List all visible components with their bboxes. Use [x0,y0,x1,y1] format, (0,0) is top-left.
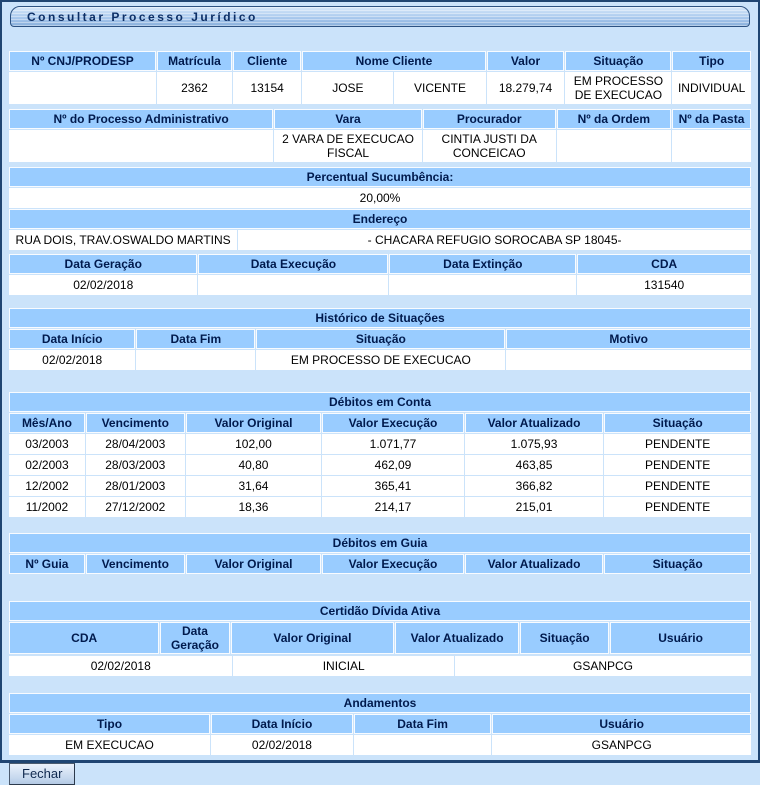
table-row [9,188,751,208]
col-header-valor-atualizado: Valor Atualizado [395,622,519,654]
cell-certidao-data: 02/02/2018 [9,656,232,676]
table-row [9,656,751,676]
table-row [9,275,751,295]
table-row [9,434,751,454]
col-header-valor-atualizado: Valor Atualizado [465,413,604,433]
cell-valor-atualizado: 215,01 [465,497,604,517]
cell-cliente: 13154 [233,72,301,104]
process-summary-table [8,50,752,105]
col-header-situacao: Situação [256,329,505,349]
col-header-valor-execucao: Valor Execução [322,413,464,433]
section-title-percentual-sucumbencia: Percentual Sucumbência: [9,167,751,187]
col-header-cliente: Cliente [233,51,301,71]
footer-actions [8,763,752,785]
col-header-num-pasta: Nº da Pasta [672,109,751,129]
cell-percentual-sucumbencia: 20,00% [9,188,751,208]
table-row [9,350,751,370]
cell-num-ordem [557,130,671,162]
cell-mes-ano: 02/2003 [9,455,85,475]
cell-andamento-data-fim [354,735,491,755]
cell-data-execucao [198,275,388,295]
col-header-valor-original: Valor Original [186,413,322,433]
andamentos-table [8,692,752,756]
col-header-procurador: Procurador [423,109,556,129]
col-header-motivo: Motivo [506,329,751,349]
cell-procurador: CINTIA JUSTI DA CONCEICAO [423,130,556,162]
col-header-num-ordem: Nº da Ordem [557,109,671,129]
table-row [9,476,751,496]
cell-motivo [506,350,751,370]
col-header-situacao: Situação [520,622,609,654]
col-header-valor-original: Valor Original [186,554,322,574]
cell-valor-execucao: 365,41 [322,476,464,496]
cell-data-inicio: 02/02/2018 [9,350,135,370]
col-header-usuario: Usuário [610,622,751,654]
certidao-divida-ativa-row [8,655,752,677]
cell-certidao-usuario: GSANPCG [455,656,751,676]
cell-data-fim [136,350,255,370]
section-title-historico-situacoes: Histórico de Situações [9,308,751,328]
col-header-cnj-prodesp: Nº CNJ/PRODESP [9,51,156,71]
col-header-usuario: Usuário [492,714,751,734]
cell-mes-ano: 12/2002 [9,476,85,496]
table-row [9,130,751,162]
cell-situacao: EM PROCESSO DE EXECUCAO [256,350,505,370]
col-header-situacao: Situação [604,554,751,574]
datas-cda-table [8,253,752,296]
col-header-cda: CDA [577,254,751,274]
table-row [9,72,751,104]
col-header-data-inicio: Data Início [9,329,135,349]
col-header-valor: Valor [487,51,565,71]
col-header-data-geracao: Data Geração [9,254,197,274]
cell-valor: 18.279,74 [487,72,565,104]
certidao-divida-ativa-table [8,600,752,655]
col-header-data-fim: Data Fim [136,329,255,349]
cell-data-geracao: 02/02/2018 [9,275,197,295]
section-title-andamentos: Andamentos [9,693,751,713]
table-row [9,735,751,755]
cell-tipo: INDIVIDUAL [672,72,751,104]
processo-administrativo-table [8,108,752,163]
cell-mes-ano: 11/2002 [9,497,85,517]
cell-vencimento: 28/04/2003 [86,434,185,454]
cell-vencimento: 27/12/2002 [86,497,185,517]
section-title-debitos-guia: Débitos em Guia [9,533,751,553]
col-header-situacao: Situação [604,413,751,433]
cell-valor-execucao: 462,09 [322,455,464,475]
cell-situacao: PENDENTE [604,434,751,454]
cell-valor-original: 18,36 [186,497,322,517]
col-header-data-extincao: Data Extinção [389,254,576,274]
col-header-valor-original: Valor Original [231,622,395,654]
cell-valor-original: 31,64 [186,476,322,496]
table-row [9,455,751,475]
window-title-bar [10,6,750,27]
cell-endereco-complemento: - CHACARA REFUGIO SOROCABA SP 18045- [238,230,751,250]
cell-num-pasta [672,130,751,162]
col-header-vara: Vara [274,109,422,129]
historico-situacoes-table [8,307,752,371]
cell-situacao: EM PROCESSO DE EXECUCAO [565,72,671,104]
cell-valor-atualizado: 366,82 [465,476,604,496]
col-header-valor-execucao: Valor Execução [322,554,464,574]
cell-valor-execucao: 214,17 [322,497,464,517]
cell-cnj-prodesp [9,72,156,104]
cell-valor-atualizado: 1.075,93 [465,434,604,454]
debitos-conta-table [8,391,752,518]
cell-cda: 131540 [577,275,751,295]
cell-nome-cliente-2: VICENTE [394,72,485,104]
cell-processo-administrativo [9,130,273,162]
cell-valor-original: 102,00 [186,434,322,454]
col-header-valor-atualizado: Valor Atualizado [465,554,604,574]
cell-situacao: PENDENTE [604,476,751,496]
col-header-data-fim: Data Fim [354,714,491,734]
cell-data-extincao [389,275,576,295]
debitos-guia-table [8,532,752,575]
col-header-nome-cliente: Nome Cliente [302,51,485,71]
cell-andamento-data-inicio: 02/02/2018 [211,735,353,755]
cell-mes-ano: 03/2003 [9,434,85,454]
col-header-data-execucao: Data Execução [198,254,388,274]
col-header-processo-administrativo: Nº do Processo Administrativo [9,109,273,129]
fechar-button[interactable]: Fechar [9,763,75,785]
section-title-endereco: Endereço [9,209,751,229]
cell-andamento-tipo: EM EXECUCAO [9,735,210,755]
cell-matricula: 2362 [157,72,232,104]
cell-valor-atualizado: 463,85 [465,455,604,475]
cell-andamento-usuario: GSANPCG [492,735,751,755]
col-header-tipo: Tipo [672,51,751,71]
cell-endereco-logradouro: RUA DOIS, TRAV.OSWALDO MARTINS [9,230,237,250]
cell-situacao: PENDENTE [604,497,751,517]
col-header-tipo: Tipo [9,714,210,734]
col-header-num-guia: Nº Guia [9,554,85,574]
section-title-debitos-conta: Débitos em Conta [9,392,751,412]
cell-vencimento: 28/03/2003 [86,455,185,475]
cell-valor-execucao: 1.071,77 [322,434,464,454]
col-header-cda: CDA [9,622,159,654]
col-header-vencimento: Vencimento [86,554,185,574]
cell-valor-original: 40,80 [186,455,322,475]
col-header-mes-ano: Mês/Ano [9,413,85,433]
table-row [9,497,751,517]
cell-vara: 2 VARA DE EXECUCAO FISCAL [274,130,422,162]
sucumbencia-endereco-table [8,166,752,251]
cell-nome-cliente-1: JOSE [302,72,393,104]
col-header-data-geracao: Data Geração [160,622,229,654]
page-title: Consultar Processo Jurídico [27,10,258,24]
cell-vencimento: 28/01/2003 [86,476,185,496]
section-title-certidao-divida-ativa: Certidão Dívida Ativa [9,601,751,621]
table-row [9,230,751,250]
col-header-situacao: Situação [565,51,671,71]
cell-situacao: PENDENTE [604,455,751,475]
col-header-data-inicio: Data Início [211,714,353,734]
col-header-vencimento: Vencimento [86,413,185,433]
cell-certidao-situacao: INICIAL [233,656,454,676]
col-header-matricula: Matrícula [157,51,232,71]
